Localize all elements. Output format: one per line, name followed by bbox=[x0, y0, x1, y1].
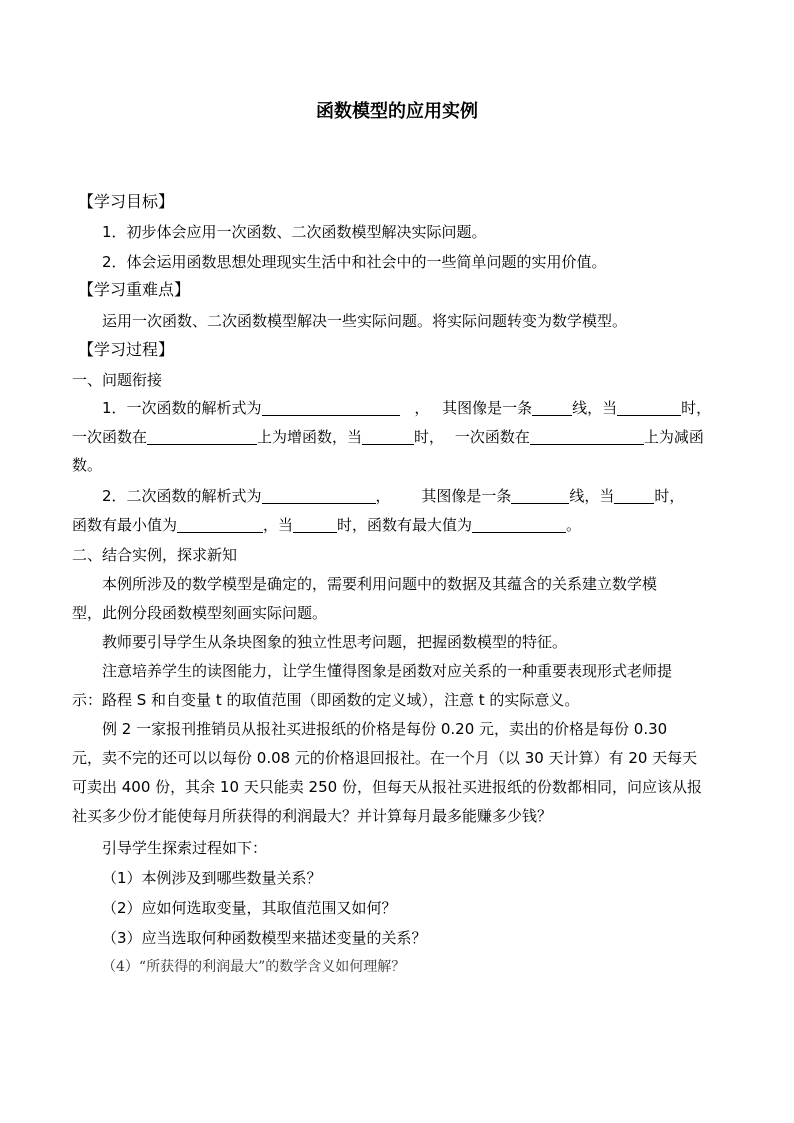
q2-text-a: 2．二次函数的解析式为 bbox=[102, 487, 262, 505]
q1-blank-decrease-interval[interactable] bbox=[530, 428, 644, 445]
q2-blank-min-value[interactable] bbox=[177, 516, 263, 533]
goal-item-1: 1．初步体会应用一次函数、二次函数模型解决实际问题。 bbox=[102, 223, 487, 241]
paragraph-1-line-2: 型，此例分段函数模型刻画实际问题。 bbox=[72, 604, 328, 622]
q2-text-g: ，当 bbox=[263, 516, 294, 534]
q2-blank-shape[interactable] bbox=[511, 487, 569, 504]
page-title: 函数模型的应用实例 bbox=[316, 101, 478, 122]
q2-blank-condition-1[interactable] bbox=[614, 487, 654, 504]
q2-blank-formula[interactable] bbox=[262, 487, 376, 504]
goal-item-2: 2．体会运用函数思想处理现实生活中和社会中的一些简单问题的实用价值。 bbox=[102, 253, 607, 271]
step-2: （2）应如何选取变量，其取值范围又如何？ bbox=[102, 899, 397, 917]
q1-text-a: 1．一次函数的解析式为 bbox=[102, 399, 262, 417]
q2-text-h: 时，函数有最大值为 bbox=[337, 516, 473, 534]
question-2-line-2 bbox=[72, 515, 581, 535]
q2-text-i: 。 bbox=[566, 516, 582, 534]
q2-text-d: 线，当 bbox=[569, 487, 615, 505]
example-line-3: 可卖出 400 份，其余 10 天只能卖 250 份，但每天从报社买进报纸的份数都相同，问应该从报 bbox=[72, 778, 702, 796]
q1-text-f: 一次函数在 bbox=[72, 428, 148, 446]
q1-text-j: 上为减函 bbox=[643, 428, 704, 446]
q1-text-c: 其图像是一条 bbox=[442, 399, 533, 417]
example-line-4: 社买多少份才能使每月所获得的利润最大？并计算每月最多能赚多少钱？ bbox=[72, 807, 553, 825]
q2-text-b: ， bbox=[375, 487, 391, 505]
key-points-heading: 【学习重难点】 bbox=[78, 280, 191, 299]
key-points-text: 运用一次函数、二次函数模型解决一些实际问题。将实际问题转变为数学模型。 bbox=[102, 312, 628, 330]
step-1: （1）本例涉及到哪些数量关系？ bbox=[102, 869, 322, 887]
question-1-line-3: 数。 bbox=[72, 456, 103, 474]
q2-blank-condition-2[interactable] bbox=[293, 516, 337, 533]
q2-text-c: 其图像是一条 bbox=[421, 487, 512, 505]
q1-text-b: ， bbox=[414, 399, 430, 417]
question-1-line-2 bbox=[72, 427, 704, 447]
q1-blank-condition-2[interactable] bbox=[362, 428, 414, 445]
paragraph-3-line-1: 注意培养学生的读图能力，让学生懂得图象是函数对应关系的一种重要表现形式老师提 bbox=[102, 662, 673, 680]
paragraph-1-line-1: 本例所涉及的数学模型是确定的，需要利用问题中的数据及其蕴含的关系建立数学模 bbox=[102, 575, 658, 593]
q2-text-f: 函数有最小值为 bbox=[72, 516, 178, 534]
process-heading: 【学习过程】 bbox=[78, 340, 175, 359]
goals-heading: 【学习目标】 bbox=[78, 192, 175, 211]
q1-text-e: 时， bbox=[681, 399, 712, 417]
q1-blank-shape[interactable] bbox=[532, 399, 572, 416]
step-4: （4）“所获得的利润最大”的数学含义如何理解？ bbox=[102, 959, 406, 975]
paragraph-2: 教师要引导学生从条块图象的独立性思考问题，把握函数模型的特征。 bbox=[102, 633, 568, 651]
q2-text-e: 时， bbox=[654, 487, 685, 505]
q1-text-g: 上为增函数，当 bbox=[257, 428, 363, 446]
guide-text: 引导学生探索过程如下： bbox=[102, 839, 268, 857]
q1-text-d: 线，当 bbox=[572, 399, 618, 417]
q1-blank-condition-1[interactable] bbox=[617, 399, 681, 416]
part1-title: 一、问题衔接 bbox=[72, 371, 163, 389]
q2-blank-max-value[interactable] bbox=[472, 516, 566, 533]
question-1-line-1 bbox=[102, 398, 711, 418]
part2-title: 二、结合实例，探求新知 bbox=[72, 546, 238, 564]
q1-blank-increase-interval[interactable] bbox=[147, 428, 257, 445]
q1-text-h: 时， bbox=[414, 428, 445, 446]
example-line-1: 例 2 一家报刊推销员从报社买进报纸的价格是每份 0.20 元，卖出的价格是每份 0.30 bbox=[102, 720, 668, 738]
example-line-2: 元，卖不完的还可以以每份 0.08 元的价格退回报社。在一个月（以 30 天计算）有 20 天每天 bbox=[72, 749, 698, 767]
question-2-line-1 bbox=[102, 486, 684, 506]
paragraph-3-line-2: 示：路程 S 和自变量 t 的取值范围（即函数的定义域），注意 t 的实际意义。 bbox=[72, 691, 580, 709]
q1-blank-formula[interactable] bbox=[262, 399, 400, 416]
q1-text-i: 一次函数在 bbox=[454, 428, 530, 446]
step-3: （3）应当选取何种函数模型来描述变量的关系？ bbox=[102, 929, 427, 947]
